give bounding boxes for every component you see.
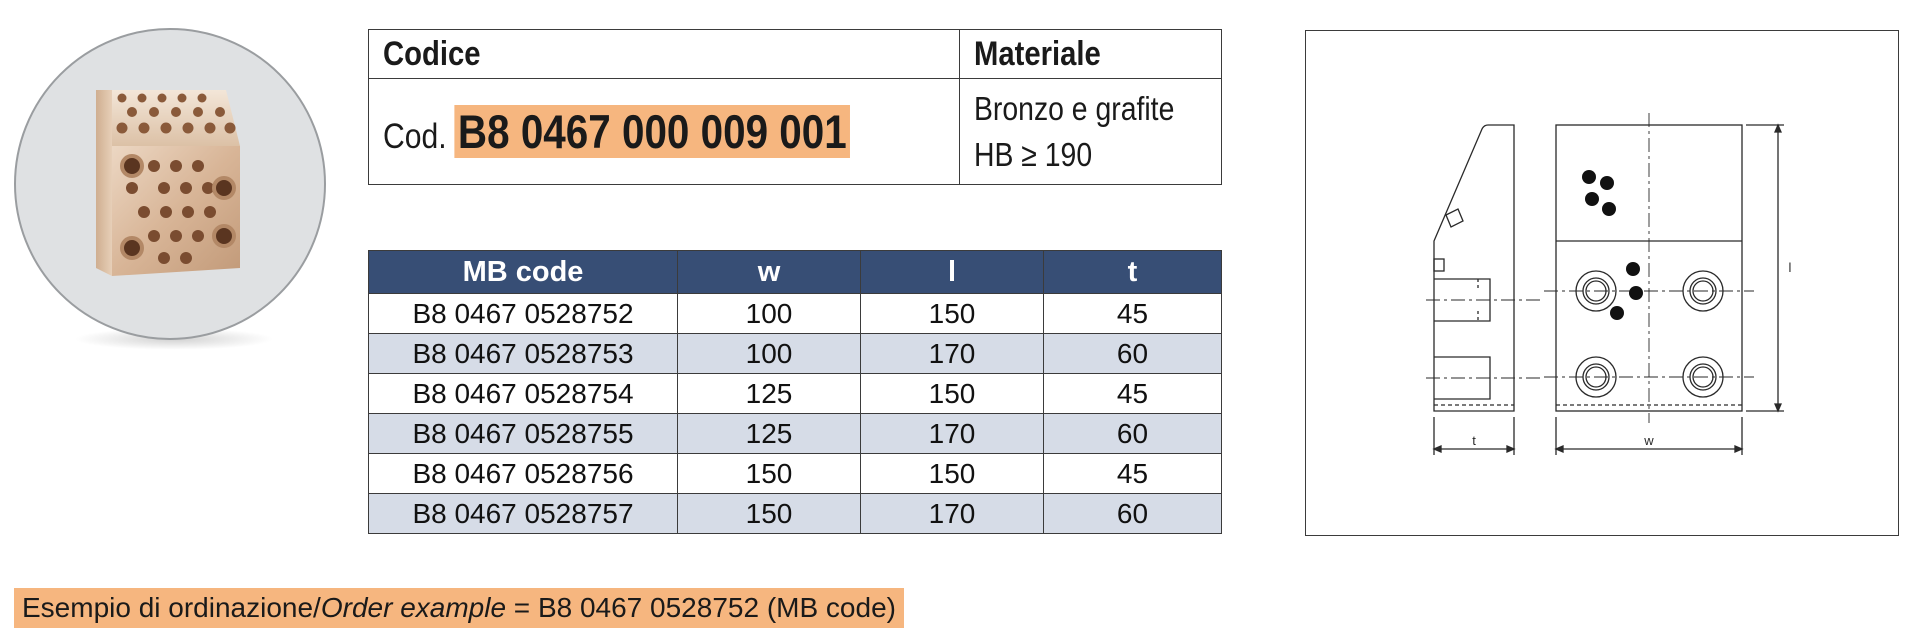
t-cell: 60 bbox=[1044, 414, 1222, 454]
t-cell: 60 bbox=[1044, 494, 1222, 534]
l-cell: 150 bbox=[861, 294, 1044, 334]
dimension-label-w: w bbox=[1644, 433, 1654, 448]
l-cell: 150 bbox=[861, 454, 1044, 494]
code-prefix: Cod. bbox=[383, 117, 447, 157]
dimension-label-l: l bbox=[1788, 260, 1792, 275]
t-cell: 60 bbox=[1044, 334, 1222, 374]
technical-drawing bbox=[1305, 30, 1899, 536]
material-line-2: HB ≥ 190 bbox=[974, 135, 1093, 173]
table-row bbox=[369, 454, 1222, 494]
column-header-l: l bbox=[861, 251, 1044, 294]
order-example-note bbox=[14, 588, 904, 628]
mb-code-cell: B8 0467 0528755 bbox=[369, 414, 678, 454]
l-cell: 170 bbox=[861, 334, 1044, 374]
mb-code-table bbox=[368, 250, 1222, 534]
table-row bbox=[369, 294, 1222, 334]
side-view-outline bbox=[1434, 125, 1514, 411]
order-example-italic: Order example bbox=[320, 592, 507, 623]
code-cell bbox=[369, 79, 960, 185]
table-row bbox=[369, 414, 1222, 454]
t-cell: 45 bbox=[1044, 294, 1222, 334]
table-row bbox=[369, 334, 1222, 374]
column-header-w: w bbox=[678, 251, 861, 294]
table-row bbox=[369, 374, 1222, 414]
material-cell bbox=[960, 79, 1222, 185]
mb-code-cell: B8 0467 0528752 bbox=[369, 294, 678, 334]
mb-code-cell: B8 0467 0528756 bbox=[369, 454, 678, 494]
code-header: Codice bbox=[369, 30, 960, 79]
mb-code-cell: B8 0467 0528757 bbox=[369, 494, 678, 534]
order-example-suffix: = B8 0467 0528752 (MB code) bbox=[506, 592, 896, 623]
dimension-label-t: t bbox=[1472, 433, 1476, 448]
w-cell: 100 bbox=[678, 334, 861, 374]
w-cell: 100 bbox=[678, 294, 861, 334]
w-cell: 150 bbox=[678, 494, 861, 534]
l-cell: 170 bbox=[861, 494, 1044, 534]
code-material-table bbox=[368, 29, 1222, 185]
drawing-svg bbox=[1306, 31, 1898, 535]
material-line-1: Bronzo e grafite bbox=[974, 89, 1175, 127]
mb-code-cell: B8 0467 0528753 bbox=[369, 334, 678, 374]
w-cell: 125 bbox=[678, 414, 861, 454]
l-cell: 170 bbox=[861, 414, 1044, 454]
product-photo bbox=[14, 28, 326, 340]
material-header: Materiale bbox=[960, 30, 1222, 79]
table-row bbox=[369, 494, 1222, 534]
t-cell: 45 bbox=[1044, 454, 1222, 494]
w-cell: 150 bbox=[678, 454, 861, 494]
order-example-prefix: Esempio di ordinazione/ bbox=[22, 592, 321, 623]
t-cell: 45 bbox=[1044, 374, 1222, 414]
mb-code-cell: B8 0467 0528754 bbox=[369, 374, 678, 414]
column-header-t: t bbox=[1044, 251, 1222, 294]
bronze-wear-plate-image bbox=[14, 28, 326, 340]
l-cell: 150 bbox=[861, 374, 1044, 414]
w-cell: 125 bbox=[678, 374, 861, 414]
column-header-mb-code: MB code bbox=[369, 251, 678, 294]
code-value-highlight: B8 0467 000 009 001 bbox=[454, 105, 850, 158]
